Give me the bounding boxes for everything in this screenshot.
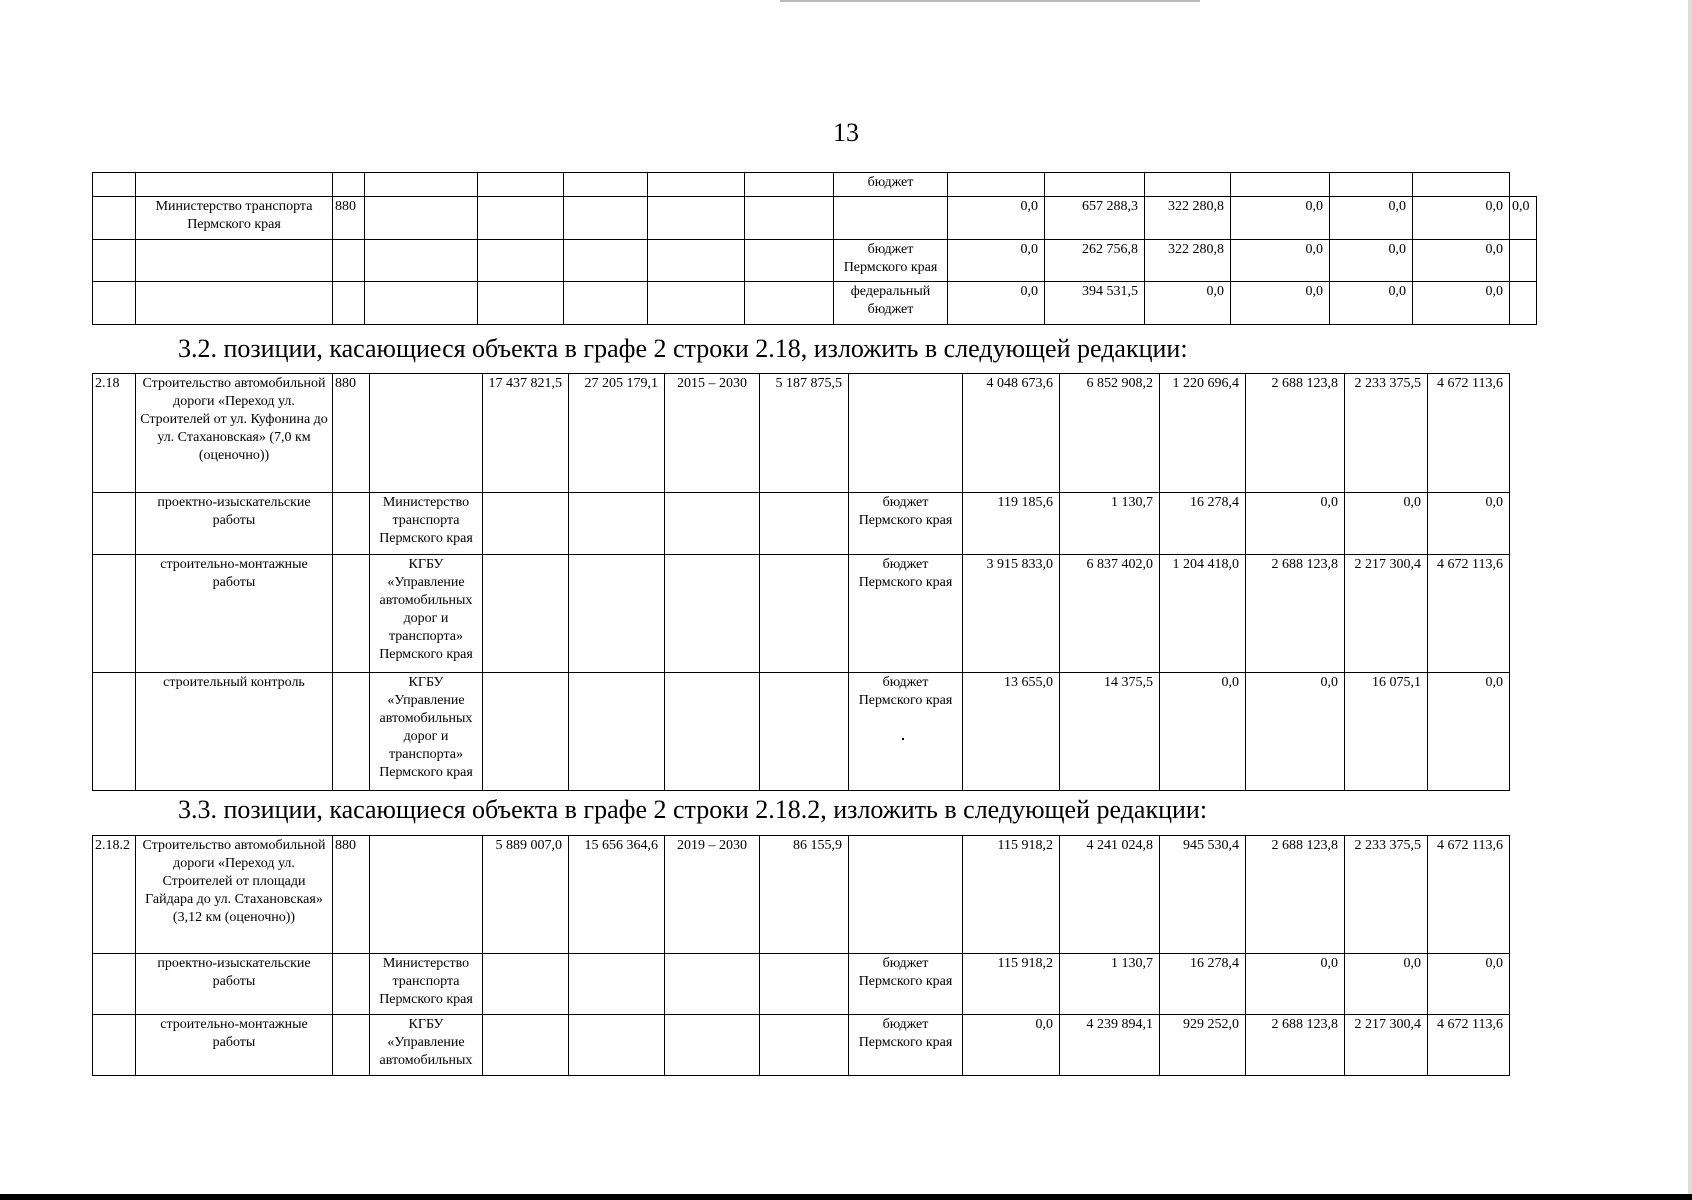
value-cell: 2 233 375,5 xyxy=(1345,374,1428,493)
page-number: 13 xyxy=(833,118,859,147)
source-cell: бюджет xyxy=(834,173,948,197)
value-cell: 0,0 xyxy=(1345,954,1428,1015)
value-cell: 2 688 123,8 xyxy=(1246,555,1345,673)
cost-cell: 5 889 007,0 xyxy=(483,836,569,954)
value-cell: 0,0 xyxy=(1413,240,1510,282)
work-type: проектно-изыскательские работы xyxy=(136,493,333,555)
work-type: строительно-монтажные работы xyxy=(136,555,333,673)
scan-edge-right xyxy=(1688,0,1692,1200)
source-cell: федеральный бюджет xyxy=(834,282,948,325)
executor: КГБУ «Управление автомобильных дорог и транспорта» Пермского края xyxy=(370,555,483,673)
value-cell: 0,0 xyxy=(1145,282,1231,325)
value-cell: 0,0 xyxy=(1231,240,1330,282)
table-row xyxy=(93,954,1510,1015)
value-cell: 13 655,0 xyxy=(963,673,1060,791)
table-row xyxy=(93,173,1537,197)
object-name: Строительство автомобильной дороги «Переход ул. Строителей от площади Гайдара до ул. Стахановская» (3,12 км (оценочно)) xyxy=(136,836,333,954)
value-cell: 4 672 113,6 xyxy=(1428,1015,1510,1076)
code-cell: 880 xyxy=(333,197,365,240)
table-row xyxy=(93,374,1510,493)
value-cell: 0,0 xyxy=(1231,197,1330,240)
cost-cell: 27 205 179,1 xyxy=(569,374,665,493)
value-cell: 4 239 894,1 xyxy=(1060,1015,1160,1076)
done-cell: 5 187 875,5 xyxy=(760,374,849,493)
value-cell: 6 837 402,0 xyxy=(1060,555,1160,673)
code-cell: 880 xyxy=(333,374,370,493)
value-cell: 1 130,7 xyxy=(1060,493,1160,555)
value-cell: 0,0 xyxy=(1413,197,1510,240)
value-cell: 1 130,7 xyxy=(1060,954,1160,1015)
value-cell: 322 280,8 xyxy=(1145,197,1231,240)
value-cell: 0,0 xyxy=(1246,493,1345,555)
value-cell: 16 278,4 xyxy=(1160,954,1246,1015)
source-cell: бюджет Пермского края xyxy=(834,240,948,282)
section-heading-3-3: 3.3. позиции, касающиеся объекта в графе 2 строки 2.18.2, изложить в следующей редакции: xyxy=(178,795,1208,824)
scan-edge-top xyxy=(780,0,1200,2)
name-cell: Министерство транспорта Пермского края xyxy=(136,197,333,240)
source-cell: бюджет Пермского края xyxy=(849,1015,963,1076)
value-cell: 0,0 xyxy=(1231,282,1330,325)
cost-cell: 17 437 821,5 xyxy=(483,374,569,493)
value-cell: 4 672 113,6 xyxy=(1428,555,1510,673)
value-cell: 1 204 418,0 xyxy=(1160,555,1246,673)
source-cell: бюджет Пермского края xyxy=(849,555,963,673)
value-cell: 0,0 xyxy=(1330,282,1413,325)
object-name: Строительство автомобильной дороги «Переход ул. Строителей от ул. Куфонина до ул. Стахановская» (7,0 км (оценочно)) xyxy=(136,374,333,493)
value-cell: 0,0 xyxy=(1330,197,1413,240)
table-row xyxy=(93,1015,1510,1076)
value-cell: 0,0 xyxy=(1330,240,1413,282)
code-cell: 880 xyxy=(333,836,370,954)
row-number: 2.18 xyxy=(93,374,136,493)
section-heading-3-2: 3.2. позиции, касающиеся объекта в графе 2 строки 2.18, изложить в следующей редакции: xyxy=(178,334,1188,363)
value-cell: 0,0 xyxy=(1428,954,1510,1015)
done-cell: 86 155,9 xyxy=(760,836,849,954)
value-cell: 4 672 113,6 xyxy=(1428,374,1510,493)
value-cell: 0,0 xyxy=(1428,493,1510,555)
value-cell: 4 048 673,6 xyxy=(963,374,1060,493)
source-cell: бюджет Пермского края xyxy=(849,493,963,555)
value-cell: 2 233 375,5 xyxy=(1345,836,1428,954)
value-cell: 6 852 908,2 xyxy=(1060,374,1160,493)
table-row xyxy=(93,673,1510,791)
work-type: проектно-изыскательские работы xyxy=(136,954,333,1015)
value-cell: 1 220 696,4 xyxy=(1160,374,1246,493)
value-cell: 2 217 300,4 xyxy=(1345,555,1428,673)
table-row xyxy=(93,493,1510,555)
value-cell: 0,0 xyxy=(948,197,1045,240)
period-cell: 2015 – 2030 xyxy=(665,374,760,493)
value-cell: 119 185,6 xyxy=(963,493,1060,555)
value-cell: 4 241 024,8 xyxy=(1060,836,1160,954)
period-cell: 2019 – 2030 xyxy=(665,836,760,954)
value-cell: 0,0 xyxy=(1246,954,1345,1015)
work-type: строительный контроль xyxy=(136,673,333,791)
value-cell: 0,0 xyxy=(1428,673,1510,791)
scan-edge-bottom xyxy=(0,1194,1692,1200)
value-cell: 0,0 xyxy=(948,240,1045,282)
row-number: 2.18.2 xyxy=(93,836,136,954)
table-row xyxy=(93,197,1537,240)
value-cell: 2 688 123,8 xyxy=(1246,1015,1345,1076)
value-cell: 14 375,5 xyxy=(1060,673,1160,791)
executor: КГБУ «Управление автомобильных xyxy=(370,1015,483,1076)
value-cell: 0,0 xyxy=(1510,197,1537,240)
executor: Министерство транспорта Пермского края xyxy=(370,954,483,1015)
table-row xyxy=(93,282,1537,325)
value-cell: 394 531,5 xyxy=(1045,282,1145,325)
value-cell: 945 530,4 xyxy=(1160,836,1246,954)
value-cell: 0,0 xyxy=(1345,493,1428,555)
value-cell: 0,0 xyxy=(963,1015,1060,1076)
source-cell: бюджет Пермского края xyxy=(849,673,963,791)
value-cell: 262 756,8 xyxy=(1045,240,1145,282)
value-cell: 0,0 xyxy=(1246,673,1345,791)
cost-cell: 15 656 364,6 xyxy=(569,836,665,954)
value-cell: 0,0 xyxy=(1160,673,1246,791)
value-cell: 115 918,2 xyxy=(963,954,1060,1015)
executor: Министерство транспорта Пермского края xyxy=(370,493,483,555)
value-cell: 115 918,2 xyxy=(963,836,1060,954)
source-cell: бюджет Пермского края xyxy=(849,954,963,1015)
value-cell: 2 217 300,4 xyxy=(1345,1015,1428,1076)
value-cell: 4 672 113,6 xyxy=(1428,836,1510,954)
value-cell: 657 288,3 xyxy=(1045,197,1145,240)
value-cell: 0,0 xyxy=(948,282,1045,325)
table-2-18-2 xyxy=(92,835,1510,1076)
table-row xyxy=(93,240,1537,282)
value-cell: 0,0 xyxy=(1413,282,1510,325)
table-2-18 xyxy=(92,373,1510,791)
work-type: строительно-монтажные работы xyxy=(136,1015,333,1076)
value-cell: 16 278,4 xyxy=(1160,493,1246,555)
executor: КГБУ «Управление автомобильных дорог и транспорта» Пермского края xyxy=(370,673,483,791)
table-continuation xyxy=(92,172,1537,325)
value-cell: 322 280,8 xyxy=(1145,240,1231,282)
value-cell: 2 688 123,8 xyxy=(1246,374,1345,493)
scan-speck xyxy=(902,738,904,740)
table-row xyxy=(93,836,1510,954)
value-cell: 16 075,1 xyxy=(1345,673,1428,791)
value-cell: 2 688 123,8 xyxy=(1246,836,1345,954)
table-row xyxy=(93,555,1510,673)
value-cell: 3 915 833,0 xyxy=(963,555,1060,673)
value-cell: 929 252,0 xyxy=(1160,1015,1246,1076)
